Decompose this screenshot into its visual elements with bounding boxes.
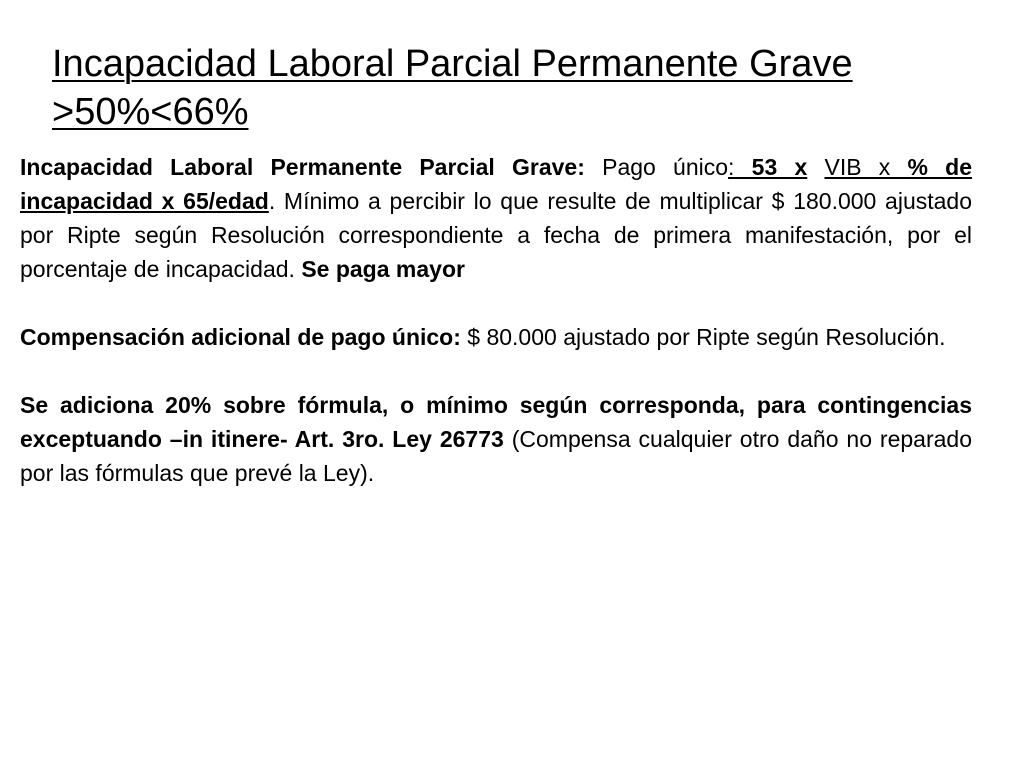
paragraph-incapacidad xyxy=(20,150,972,286)
para1-pago-unico: Pago único xyxy=(602,154,729,180)
para2-text: $ 80.000 ajustado por Ripte según Resolución. xyxy=(467,324,946,350)
para3-text: (Compensa cualquier otro daño no reparado por las fórmulas que prevé la Ley). xyxy=(20,426,972,486)
paragraph-adiciona xyxy=(20,388,972,490)
title-line-1: Incapacidad Laboral Parcial Permanente Grave xyxy=(52,43,853,85)
para1-formula-colon: : xyxy=(728,154,735,180)
para1-se-paga-mayor: Se paga mayor xyxy=(301,256,465,282)
para1-formula-vib: VIB x xyxy=(824,154,908,180)
slide-title xyxy=(52,40,952,136)
title-line-2: >50%<66% xyxy=(52,91,249,133)
slide-body xyxy=(20,150,972,490)
para1-formula-bold: % de incapacidad x 65/edad xyxy=(20,154,973,214)
paragraph-compensacion xyxy=(20,320,972,354)
para3-bold: Se adiciona 20% sobre fórmula, o mínimo según corresponda, para contingencias exceptuando –in itinere- Art. 3ro. Ley 26773 xyxy=(20,392,972,452)
para1-lead: Incapacidad Laboral Permanente Parcial Grave: xyxy=(20,154,585,180)
para1-formula-53x: 53 x xyxy=(734,154,808,180)
para1-text: . Mínimo a percibir lo que resulte de multiplicar $ 180.000 ajustado por Ripte según Resolución correspondiente a fecha de primera manifestación, por el porcentaje de incapacidad. xyxy=(20,188,973,282)
para2-lead: Compensación adicional de pago único: xyxy=(20,324,461,350)
